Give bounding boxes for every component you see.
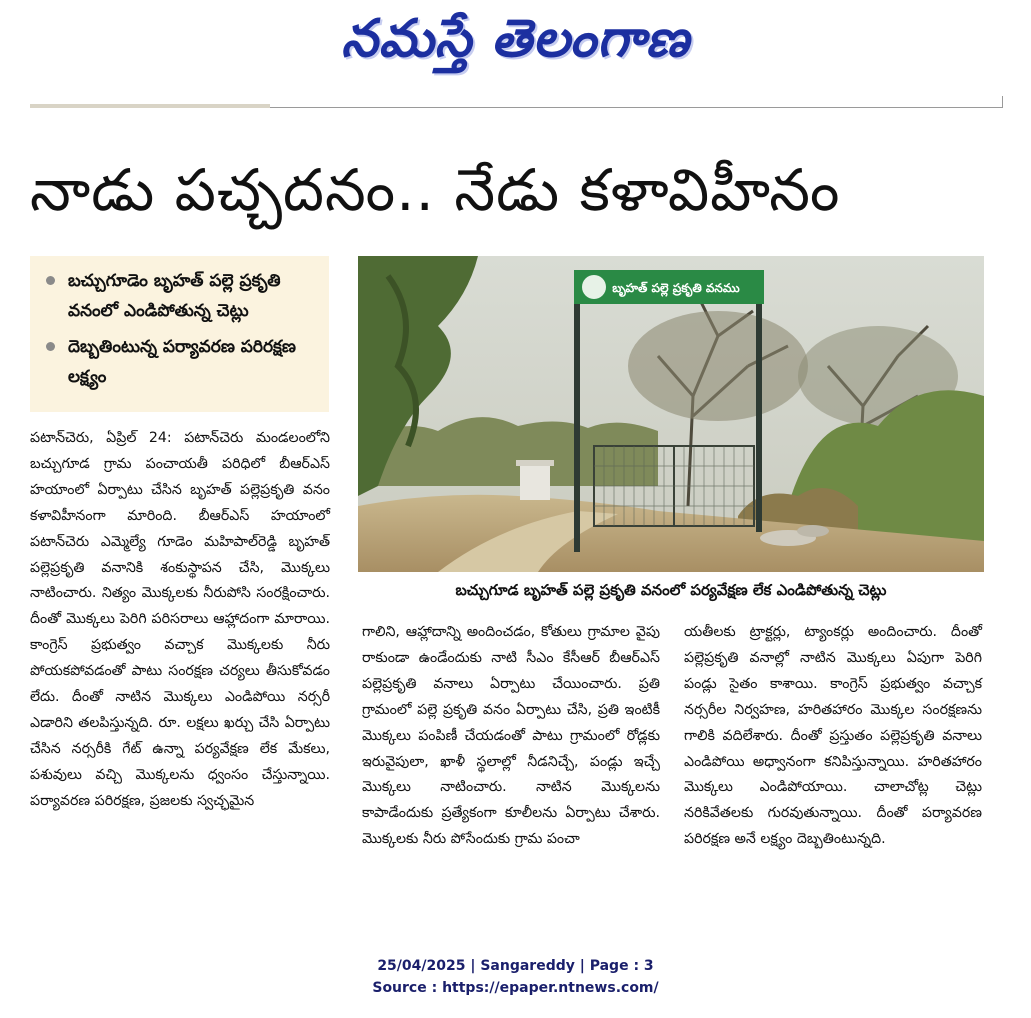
subheading-text: బచ్చుగూడెం బృహత్ పల్లె ప్రకృతి వనంలో ఎండిపోతున్న చెట్లు xyxy=(68,271,281,321)
footer xyxy=(0,955,1031,999)
subheading-list xyxy=(30,256,329,392)
masthead-rule xyxy=(270,107,1002,108)
footer-date-edition: 25/04/2025 | Sangareddy | Page : 3 xyxy=(377,958,654,974)
bullet-icon xyxy=(46,276,55,285)
park-gate-photo xyxy=(358,256,984,572)
article-column-2 xyxy=(362,620,660,853)
masthead-rule-tick xyxy=(1002,96,1003,108)
gate-sign-text: బృహత్ పల్లె ప్రకృతి వనము xyxy=(612,281,740,295)
photo-caption: బచ్చుగూడ బృహత్ పల్లె ప్రకృతి వనంలో పర్యవేక్షణ లేక ఎండిపోతున్న చెట్లు xyxy=(455,581,887,599)
article-paragraph: యతీలకు ట్రాక్టర్లు, ట్యాంకర్లు అందించారు. దీంతో పల్లెప్రకృతి వనాల్లో నాటిన మొక్కలు ఏపుగా పెరిగి పండ్లు సైతం కాశాయి. కాంగ్రెస్ ప్రభుత్వం వచ్చాక నర్సరీల నిర్వహణ, హరితహారం మొక్కల సంరక్షణను గాలికి వదిలేశారు. దీంతో ప్రస్తుతం పల్లెప్రకృతి వనాలు ఎండిపోయి అధ్వానంగా కనిపిస్తున్నాయి. హరితహారం మొక్కలు ఎండిపోయాయి. చాలాచోట్ల చెట్లు నరికివేతలకు గురవుతున్నాయి. దీంతో పర్యావరణ పరిరక్షణ అనే లక్ష్యం దెబ్బతింటున్నది. xyxy=(684,624,982,848)
article-paragraph: గాలిని, ఆహ్లాదాన్ని అందించడం, కోతులు గ్రామాల వైపు రాకుండా ఉండేందుకు నాటి సీఎం కేసీఆర్ బీఆర్‌ఎస్ పల్లెప్రకృతి వనాలు ఏర్పాటు చేయించారు. ప్రతి గ్రామంలో పల్లె ప్రకృతి వనం ఏర్పాటు చేసి, ప్రతి ఇంటికీ మొక్కలు పంపిణీ చేయడంతో పాటు గ్రామంలో రోడ్లకు ఇరువైపులా, ఖాళీ స్థలాల్లో నీడనిచ్చే, పండ్లు ఇచ్చే మొక్కలు నాటించారు. నాటిన మొక్కలను కాపాడేందుకు ప్రత్యేకంగా కూలీలను ఏర్పాటు చేశారు. మొక్కలకు నీరు పోసేందుకు గ్రామ పంచా xyxy=(362,624,660,848)
article-column-3 xyxy=(684,620,982,853)
article-column-1 xyxy=(30,426,330,815)
subheading-box xyxy=(30,256,329,412)
subheading-item xyxy=(44,266,321,326)
footer-source: Source : https://epaper.ntnews.com/ xyxy=(372,980,659,996)
subheading-text: దెబ్బతింటున్న పర్యావరణ పరిరక్షణ లక్ష్యం xyxy=(68,337,296,387)
bullet-icon xyxy=(46,342,55,351)
article-paragraph: పటాన్‌చెరు, ఏప్రిల్ 24: పటాన్‌చెరు మండలంలోని బచ్చుగూడ గ్రామ పంచాయతీ పరిధిలో బీఆర్‌ఎస్ హయాంలో ఏర్పాటు చేసిన బృహత్ పల్లెప్రకృతి వనం కళావిహీనంగా మారింది. బీఆర్‌ఎస్ హయాంలో పటాన్‌చెరు ఎమ్మెల్యే గూడెం మహిపాల్‌రెడ్డి బృహత్ పల్లెప్రకృతి వనానికి శంకుస్థాపన చేసి, మొక్కలు నాటించారు. నిత్యం మొక్కలకు నీరుపోసి సంరక్షించారు. దీంతో మొక్కలు పెరిగి పరిసరాలు ఆహ్లాదంగా మారాయి. కాంగ్రెస్ ప్రభుత్వం వచ్చాక మొక్కలకు నీరు పోయకపోవడంతో పాటు సంరక్షణ చర్యలు తీసుకోవడం లేదు. దీంతో నాటిన మొక్కలు ఎండిపోయి నర్సరీ ఎడారిని తలపిస్తున్నది. రూ. లక్షలు ఖర్చు చేసి ఏర్పాటు చేసిన నర్సరీకి గేట్ ఉన్నా పర్యవేక్షణ లేక మేకలు, పశువులు వచ్చి మొక్కలను ధ్వంసం చేస్తున్నాయి. పర్యావరణ పరిరక్షణ, ప్రజలకు స్వచ్ఛమైన xyxy=(30,430,330,809)
article-photo xyxy=(358,256,984,572)
subheading-item xyxy=(44,332,321,392)
headline: నాడు పచ్చదనం.. నేడు కళావిహీనం xyxy=(30,156,841,224)
masthead-rule-accent xyxy=(30,104,270,108)
masthead-title: నమస్తే తెలంగాణ xyxy=(341,9,690,69)
